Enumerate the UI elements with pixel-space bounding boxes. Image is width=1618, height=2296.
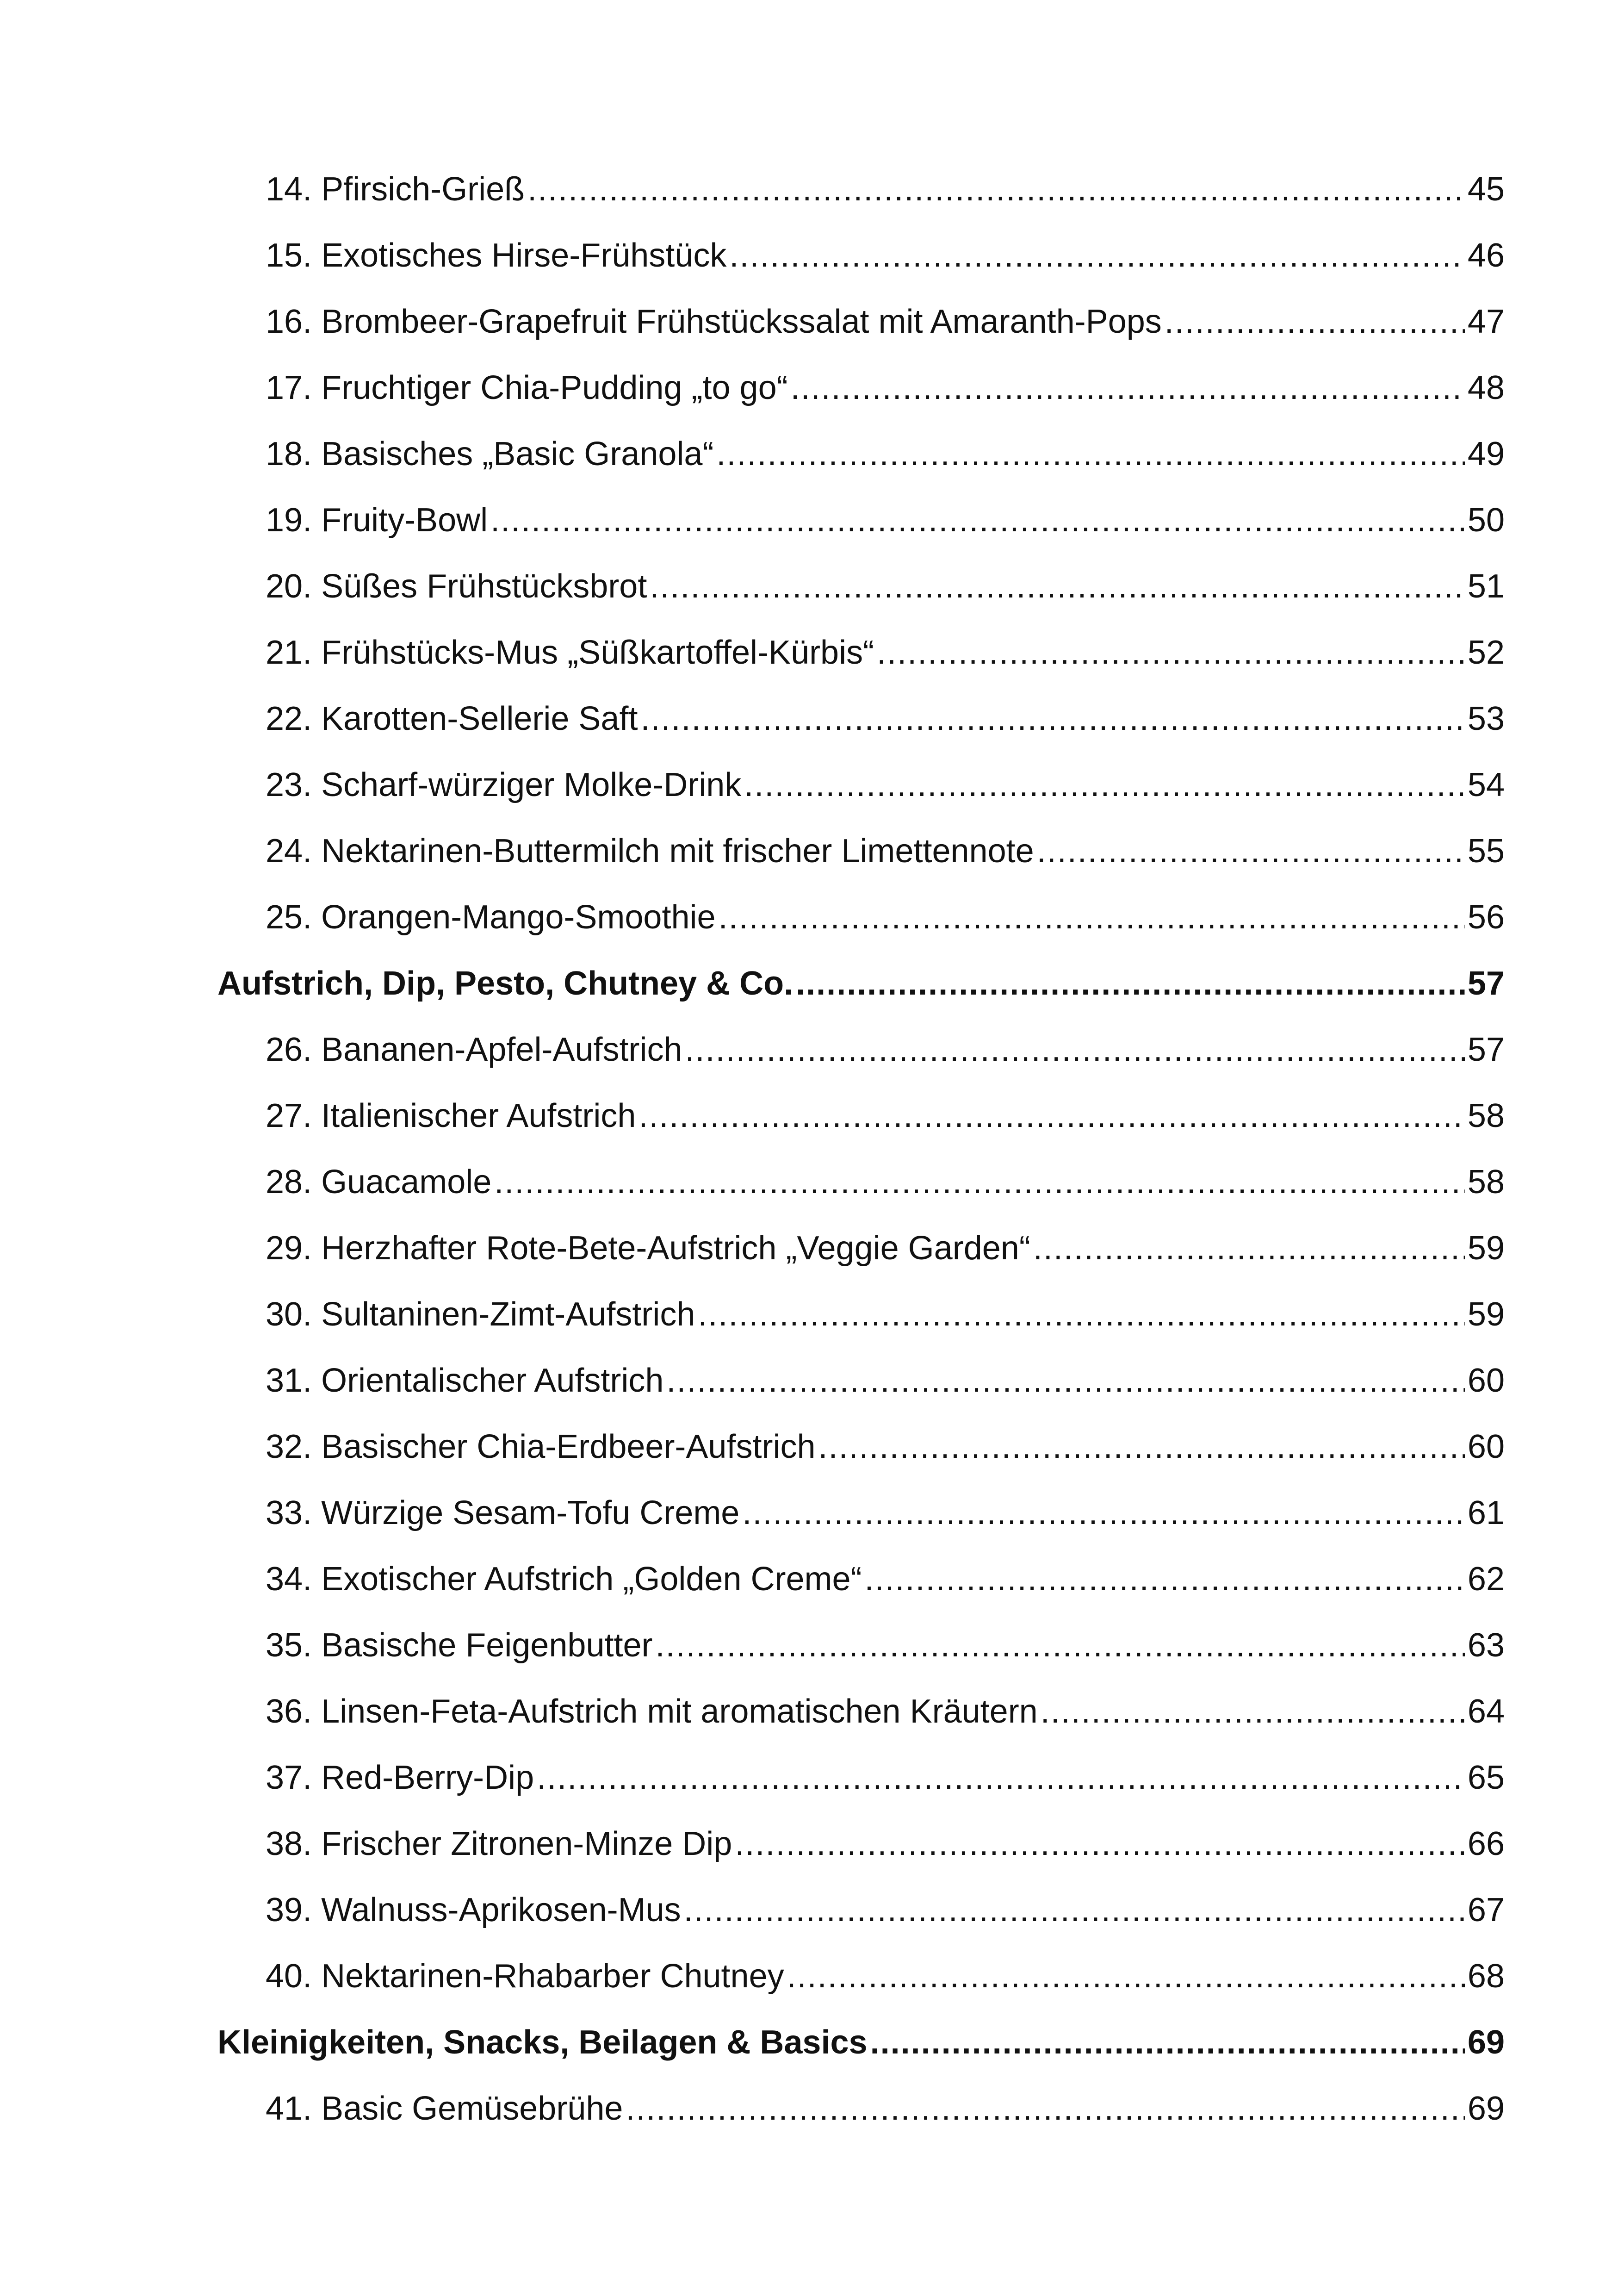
toc-entry-title: 25. Orangen-Mango-Smoothie — [266, 899, 716, 936]
toc-entry[interactable] — [217, 421, 1505, 487]
toc-entry-title: 22. Karotten-Sellerie Saft — [266, 700, 638, 737]
toc-entry[interactable] — [217, 1679, 1505, 1745]
toc-page-number: 65 — [1467, 1759, 1505, 1796]
toc-entry-title: 32. Basischer Chia-Erdbeer-Aufstrich — [266, 1428, 816, 1465]
toc-page-number: 45 — [1467, 171, 1505, 208]
dot-leader — [791, 355, 1465, 421]
dot-leader — [870, 2010, 1465, 2076]
toc-page-number: 58 — [1467, 1164, 1505, 1201]
toc-entry[interactable] — [217, 1811, 1505, 1877]
toc-page-number: 49 — [1467, 436, 1505, 473]
toc-entry[interactable] — [217, 2076, 1505, 2142]
toc-section-heading[interactable] — [217, 2010, 1505, 2076]
toc-entry-title: 19. Fruity-Bowl — [266, 502, 488, 539]
toc-entry-title: 16. Brombeer-Grapefruit Frühstückssalat mit Amaranth-Pops — [266, 303, 1162, 340]
toc-page-number: 52 — [1467, 634, 1505, 671]
toc-entry[interactable] — [217, 1149, 1505, 1215]
toc-section-title: Aufstrich, Dip, Pesto, Chutney & Co. — [217, 965, 794, 1002]
toc-page-number: 69 — [1467, 2024, 1505, 2061]
toc-section-title: Kleinigkeiten, Snacks, Beilagen & Basics — [217, 2024, 868, 2061]
toc-entry[interactable] — [217, 752, 1505, 818]
dot-leader — [626, 2076, 1464, 2142]
toc-entry[interactable] — [217, 1745, 1505, 1811]
toc-page-number: 48 — [1467, 369, 1505, 406]
toc-entry[interactable] — [217, 1348, 1505, 1414]
dot-leader — [729, 223, 1465, 289]
toc-entry[interactable] — [217, 1282, 1505, 1348]
toc-entry[interactable] — [217, 223, 1505, 289]
toc-entry[interactable] — [217, 1480, 1505, 1546]
toc-page-number: 62 — [1467, 1561, 1505, 1598]
toc-page-number: 68 — [1467, 1958, 1505, 1995]
toc-entry-title: 41. Basic Gemüsebrühe — [266, 2090, 623, 2127]
dot-leader — [494, 1149, 1465, 1215]
toc-page-number: 64 — [1467, 1693, 1505, 1730]
toc-page-number: 46 — [1467, 237, 1505, 274]
dot-leader — [698, 1282, 1465, 1348]
toc-entry-title: 14. Pfirsich-Grieß — [266, 171, 525, 208]
dot-leader — [716, 421, 1464, 487]
dot-leader — [537, 1745, 1465, 1811]
toc-entry[interactable] — [217, 487, 1505, 554]
dot-leader — [666, 1348, 1465, 1414]
dot-leader — [1041, 1679, 1465, 1745]
toc-entry[interactable] — [217, 355, 1505, 421]
toc-entry-title: 26. Bananen-Apfel-Aufstrich — [266, 1031, 682, 1068]
toc-entry-title: 34. Exotischer Aufstrich „Golden Creme“ — [266, 1561, 862, 1598]
dot-leader — [865, 1546, 1465, 1612]
toc-entry-title: 39. Walnuss-Aprikosen-Mus — [266, 1892, 681, 1929]
dot-leader — [527, 156, 1465, 223]
toc-entry-title: 15. Exotisches Hirse-Frühstück — [266, 237, 727, 274]
toc-entry[interactable] — [217, 1546, 1505, 1612]
toc-entry[interactable] — [217, 1414, 1505, 1480]
toc-page-number: 60 — [1467, 1362, 1505, 1399]
dot-leader — [735, 1811, 1465, 1877]
toc-page-number: 56 — [1467, 899, 1505, 936]
toc-entry-title: 21. Frühstücks-Mus „Süßkartoffel-Kürbis“ — [266, 634, 874, 671]
toc-entry[interactable] — [217, 686, 1505, 752]
dot-leader — [796, 951, 1465, 1017]
dot-leader — [818, 1414, 1465, 1480]
toc-page-number: 59 — [1467, 1230, 1505, 1267]
dot-leader — [787, 1943, 1465, 2010]
toc-entry[interactable] — [217, 1612, 1505, 1679]
toc-entry[interactable] — [217, 1877, 1505, 1943]
toc-entry[interactable] — [217, 289, 1505, 355]
toc-page-number: 55 — [1467, 833, 1505, 870]
toc-page-number: 59 — [1467, 1296, 1505, 1333]
toc-entry-title: 24. Nektarinen-Buttermilch mit frischer Limettennote — [266, 833, 1034, 870]
dot-leader — [640, 686, 1464, 752]
dot-leader — [1033, 1215, 1465, 1282]
toc-entry-title: 28. Guacamole — [266, 1164, 492, 1201]
toc-entry-title: 20. Süßes Frühstücksbrot — [266, 568, 647, 605]
toc-entry-title: 30. Sultaninen-Zimt-Aufstrich — [266, 1296, 695, 1333]
toc-page-number: 54 — [1467, 766, 1505, 803]
toc-entry-title: 33. Würzige Sesam-Tofu Creme — [266, 1494, 740, 1531]
toc-entry[interactable] — [217, 620, 1505, 686]
toc-section-heading[interactable] — [217, 951, 1505, 1017]
dot-leader — [742, 1480, 1465, 1546]
toc-entry[interactable] — [217, 156, 1505, 223]
dot-leader — [650, 554, 1465, 620]
toc-entry-title: 18. Basisches „Basic Granola“ — [266, 436, 714, 473]
toc-page-number: 51 — [1467, 568, 1505, 605]
toc-entry[interactable] — [217, 1017, 1505, 1083]
toc-entry-title: 29. Herzhafter Rote-Bete-Aufstrich „Veggie Garden“ — [266, 1230, 1030, 1267]
toc-entry-title: 40. Nektarinen-Rhabarber Chutney — [266, 1958, 784, 1995]
toc-entry-title: 37. Red-Berry-Dip — [266, 1759, 534, 1796]
toc-page-number: 50 — [1467, 502, 1505, 539]
toc-entry-title: 38. Frischer Zitronen-Minze Dip — [266, 1825, 732, 1862]
toc-page-number: 60 — [1467, 1428, 1505, 1465]
toc-entry[interactable] — [217, 1083, 1505, 1149]
toc-entry[interactable] — [217, 884, 1505, 951]
toc-page-number: 69 — [1467, 2090, 1505, 2127]
dot-leader — [1165, 289, 1465, 355]
dot-leader — [656, 1612, 1465, 1679]
toc-entry[interactable] — [217, 1215, 1505, 1282]
dot-leader — [1037, 818, 1465, 884]
toc-entry-title: 17. Fruchtiger Chia-Pudding „to go“ — [266, 369, 788, 406]
toc-page-number: 53 — [1467, 700, 1505, 737]
toc-page-number: 66 — [1467, 1825, 1505, 1862]
toc-page-number: 61 — [1467, 1494, 1505, 1531]
toc-entry-title: 27. Italienischer Aufstrich — [266, 1097, 636, 1134]
dot-leader — [685, 1017, 1465, 1083]
table-of-contents — [217, 156, 1505, 2142]
dot-leader — [877, 620, 1465, 686]
toc-page-number: 57 — [1467, 1031, 1505, 1068]
toc-page-number: 63 — [1467, 1627, 1505, 1664]
toc-page-number: 47 — [1467, 303, 1505, 340]
dot-leader — [639, 1083, 1465, 1149]
toc-entry-title: 35. Basische Feigenbutter — [266, 1627, 653, 1664]
toc-entry[interactable] — [217, 1943, 1505, 2010]
dot-leader — [719, 884, 1465, 951]
toc-page-number: 58 — [1467, 1097, 1505, 1134]
toc-entry-title: 31. Orientalischer Aufstrich — [266, 1362, 664, 1399]
toc-entry[interactable] — [217, 818, 1505, 884]
dot-leader — [684, 1877, 1465, 1943]
dot-leader — [490, 487, 1465, 554]
toc-entry-title: 36. Linsen-Feta-Aufstrich mit aromatischen Kräutern — [266, 1693, 1038, 1730]
toc-page-number: 67 — [1467, 1892, 1505, 1929]
toc-page-number: 57 — [1467, 965, 1505, 1002]
dot-leader — [744, 752, 1465, 818]
toc-entry-title: 23. Scharf-würziger Molke-Drink — [266, 766, 742, 803]
toc-entry[interactable] — [217, 554, 1505, 620]
